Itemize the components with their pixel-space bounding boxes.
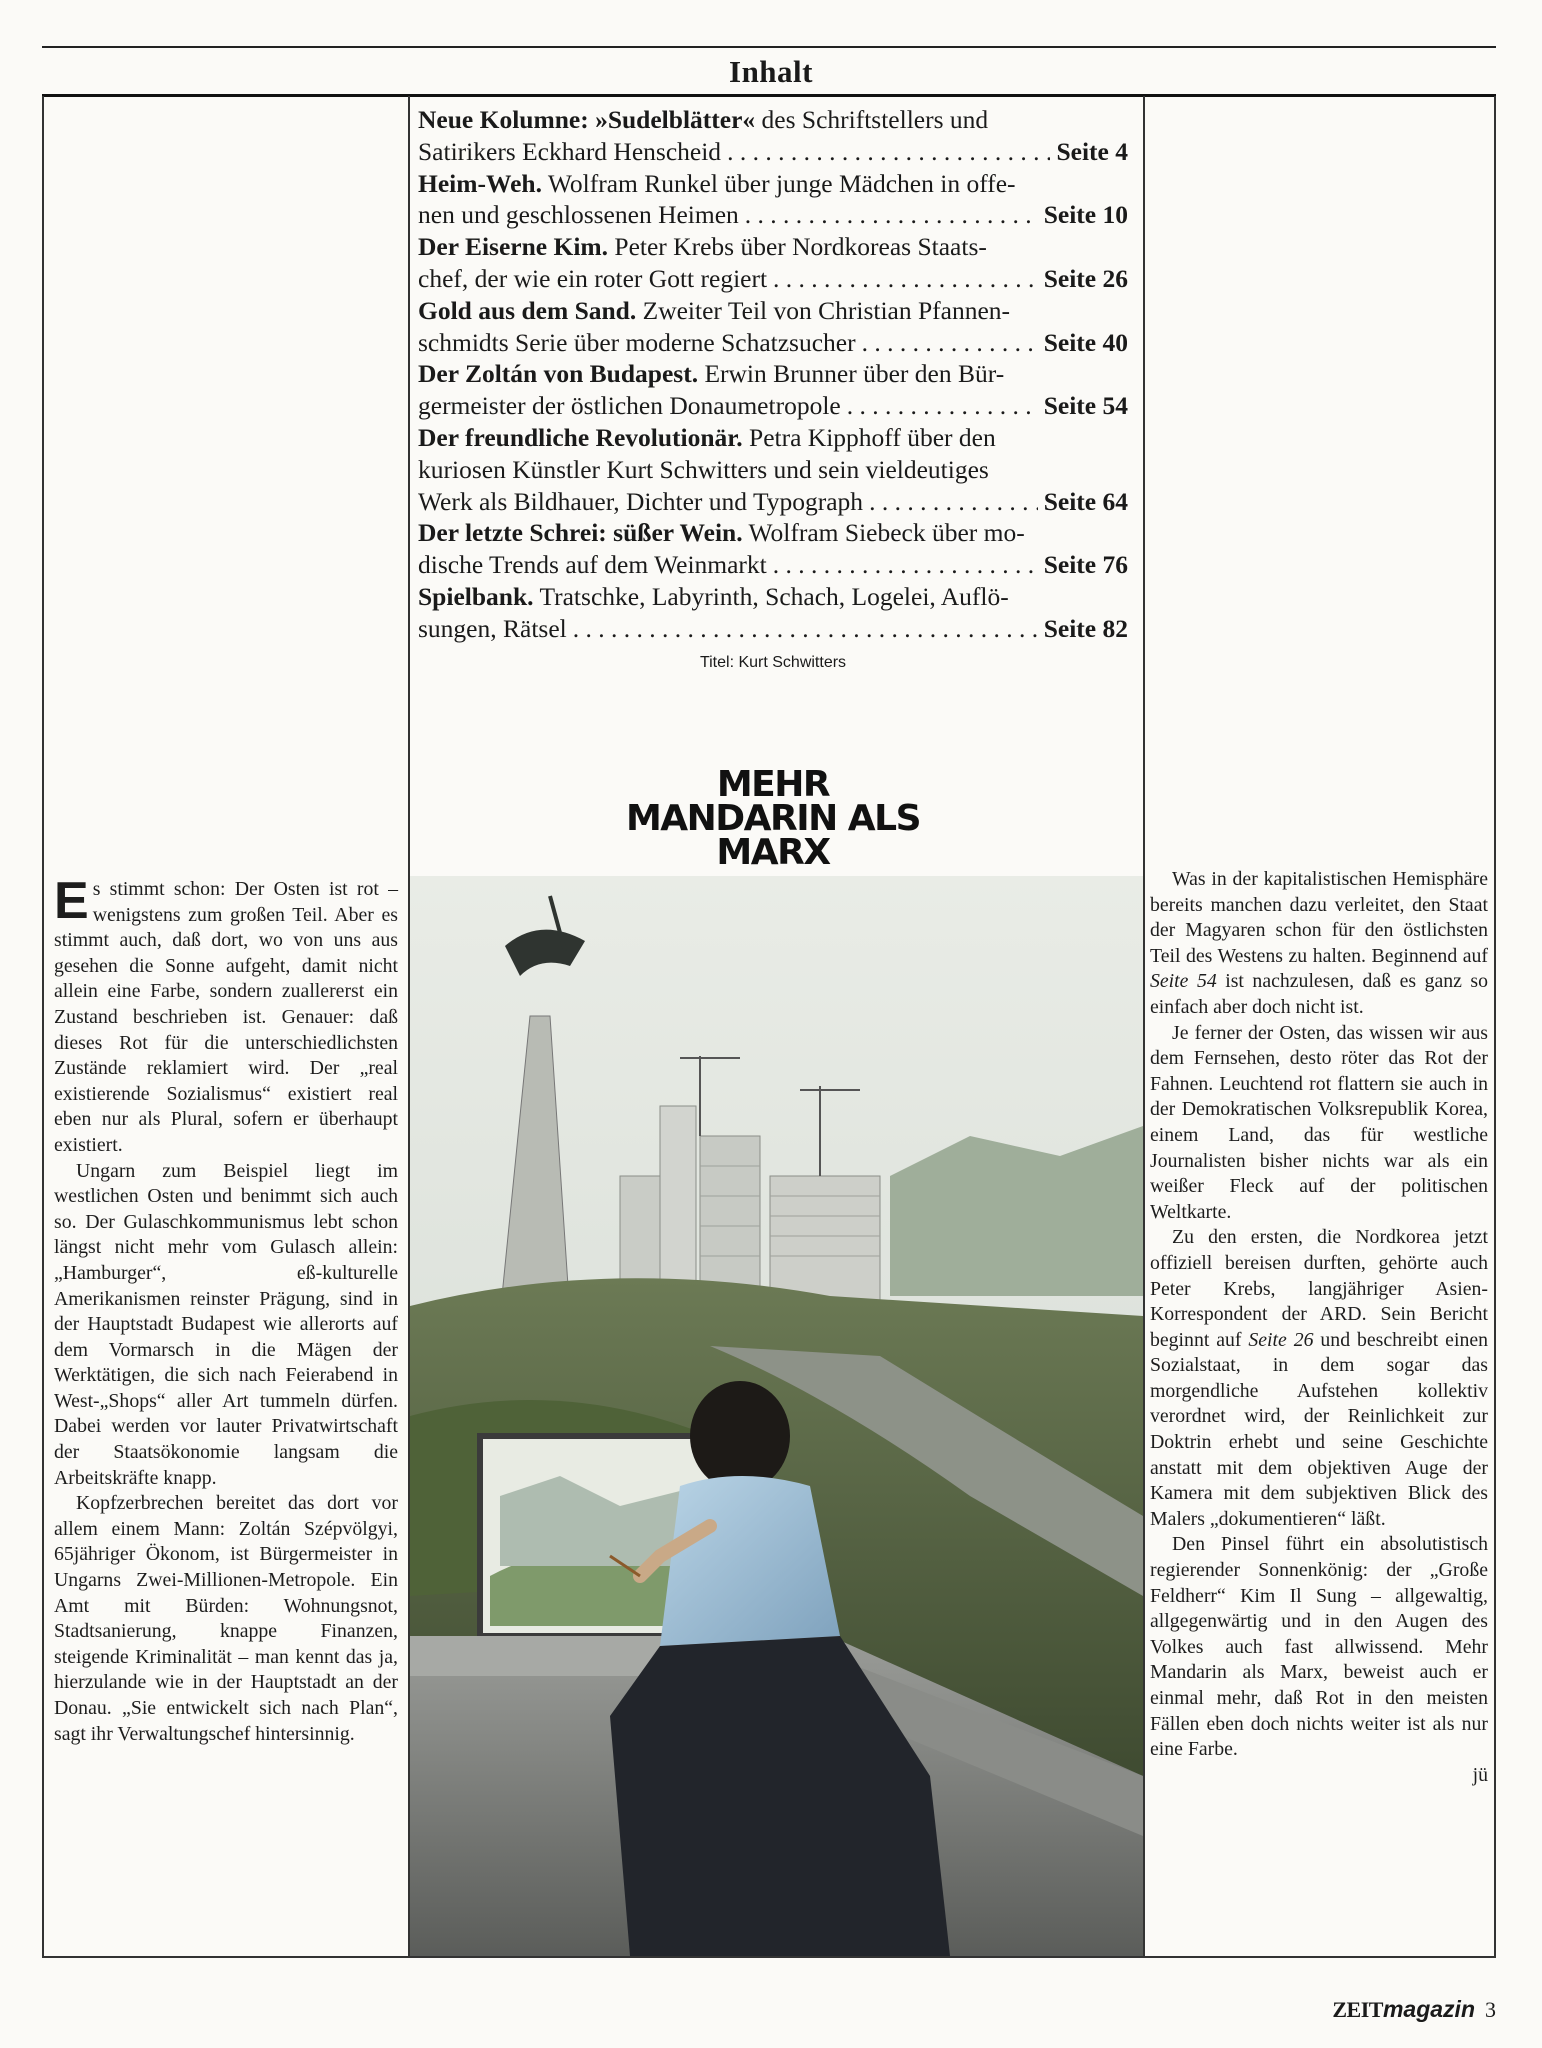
headline-line-3: MARX [716,832,830,873]
column-rule-right [1143,96,1145,1958]
toc-line [418,613,1128,645]
column-rule-outer-left [42,96,44,1958]
toc-entry-title: Der freundliche Revolutionär. [418,422,743,452]
right-column-text [1150,867,1488,1788]
toc-entry-title: Der Eiserne Kim. [418,232,609,262]
toc-line [418,517,1128,549]
toc-line [418,390,1128,422]
page-footer [1332,1996,1496,2023]
toc-entry [418,295,1128,359]
toc-leader-dots [745,199,1038,231]
toc-line [418,422,1128,454]
toc-entry-text: Tratschke, Labyrinth, Schach, Logelei, Auflö- [533,581,1009,611]
toc-entry [418,358,1128,422]
toc-line [418,136,1128,168]
toc-page-number: Seite 10 [1043,200,1128,230]
right-paragraph-3: Zu den ersten, die Nordkorea jetzt offiziell bereisen durften, gehörte auch Peter Krebs, langjähriger Asien-Korrespondent der ARD. Sein Bericht beginnt auf Seite 26 und beschreibt einen Sozialstaat, in dem sogar das morgendliche Aufstehen kollektiv verordnet wird, der Reinlichkeit zur Doktrin erhebt und seine Geschichte anstatt mit dem objektiven Auge der Kamera mit dem subjektiven Blick des Malers „dokumentieren“ läßt. [1150,1226,1489,1530]
page-title: Inhalt [729,54,813,89]
toc-line [418,199,1128,231]
magazine-logo-zeit: ZEIT [1332,1997,1383,2022]
toc-line [418,454,1128,486]
toc-leader-dots [773,549,1038,581]
toc-entry-text: Wolfram Siebeck über mo- [742,518,1025,548]
toc-entry-title: Der letzte Schrei: süßer Wein. [418,518,743,548]
left-paragraph-2: Ungarn zum Beispiel liegt im westlichen Osten und benimmt sich auch so. Der Gulaschkommunismus lebt schon längst nicht mehr vom Gulasch allein: „Hamburger“, eß-kulturelle Amerikanismen reinster Prägung, sind in der Hauptstadt Budapest wie allerorts auf dem Vormarsch in die Mägen der Werktätigen, die sich nach Feierabend in West-„Shops“ aller Art tummeln dürfen. Dabei werden vor lauter Privatwirtschaft der Staatsökonomie langsam die Arbeitskräfte knapp. [54,1159,398,1489]
page-number: 3 [1485,1997,1496,2022]
toc-leader-dots [869,486,1038,518]
toc-line [418,358,1128,390]
toc-entry [418,168,1128,232]
toc-entry [418,422,1128,517]
toc-entry-text: Werk als Bildhauer, Dichter und Typograph [418,486,864,516]
toc-leader-dots [773,263,1038,295]
toc-entry [418,231,1128,295]
toc-page-number: Seite 76 [1043,550,1128,580]
toc-entry-text: Satirikers Eckhard Henscheid [418,136,722,166]
right-paragraph-1: Was in der kapitalistischen Hemisphäre bereits manchen dazu verleitet, den Staat der Magyaren schon für den östlichsten Teil des Westens zu halten. Beginnend auf Seite 54 ist nachzulesen, daß es ganz so einfach aber doch nicht ist. [1150,868,1489,1018]
toc-entry-title: Spielbank. [418,581,534,611]
toc-entry-text: germeister der östlichen Donaumetropole [418,391,841,421]
table-of-contents [418,104,1128,645]
author-signature: jü [1472,1763,1488,1786]
toc-entry [418,104,1128,168]
toc-page-number: Seite 26 [1043,263,1128,293]
drop-cap: E [54,872,89,930]
toc-page-number: Seite 82 [1043,613,1128,643]
toc-entry-title: Heim-Weh. [418,168,542,198]
top-rule [42,46,1496,48]
toc-line [418,295,1128,327]
cover-credit: Titel: Kurt Schwitters [699,654,847,671]
toc-leader-dots [573,613,1038,645]
toc-entry-text: des Schriftstellers und [755,105,989,134]
column-rule-outer-right [1494,96,1496,1958]
toc-line [418,486,1128,518]
right-paragraph-2: Je ferner der Osten, das wissen wir aus dem Fernsehen, desto röter das Rot der Fahnen. Leuchtend rot flattern sie auch in der Demokratischen Volksrepublik Korea, einem Land, das für westliche Journalisten bisher nichts war als ein weißer Fleck auf der politischen Weltkarte. [1150,1021,1488,1223]
left-paragraph-1: Es stimmt schon: Der Osten ist rot – wenigstens zum großen Teil. Aber es stimmt auch, daß dort, wo von uns aus gesehen die Sonne aufgeht, damit nicht allein eine Farbe, sondern zuallererst ein Zustand beschrieben ist. Genauer: daß dieses Rot für die unterschiedlichsten Zustände reklamiert wird. Der „real existierende Sozialismus“ existiert real eben nur als Plural, sofern er überhaupt existiert. [54,872,398,1156]
left-paragraph-3: Kopfzerbrechen bereitet das dort vor allem einem Mann: Zoltán Szépvölgyi, 65jähriger Ökonom, ist Bürgermeister in Ungarns Zwei-Millionen-Metropole. Ein Amt mit Bürden: Wohnungsnot, Stadtsanierung, knappe Finanzen, steigende Kriminalität – man kennt das ja, hierzulande wie in der Hauptstadt an der Donau. „Sie entwickelt sich nach Plan“, sagt ihr Verwaltungschef hintersinnig. [54,1492,398,1745]
toc-entry-text: schmidts Serie über moderne Schatzsucher [418,327,856,357]
bottom-rule [42,1956,1496,1958]
toc-entry-text: Zweiter Teil von Christian Pfannen- [636,295,1011,325]
toc-entry-text: dische Trends auf dem Weinmarkt [418,550,767,580]
headline-line-1: MEHR [716,764,830,805]
page-reference: Seite 26 [1248,1328,1314,1351]
toc-entry [418,581,1128,645]
toc-entry-title: Gold aus dem Sand. [418,295,637,325]
toc-page-number: Seite 4 [1056,136,1128,166]
toc-entry-title: Neue Kolumne: »Sudelblätter« [418,105,756,134]
toc-entry-text: chef, der wie ein roter Gott regiert [418,263,768,293]
toc-page-number: Seite 54 [1043,391,1128,421]
toc-line [418,549,1128,581]
toc-entry-text: Peter Krebs über Nordkoreas Staats- [608,232,987,262]
toc-line [418,263,1128,295]
page-reference: Seite 54 [1150,970,1217,993]
toc-leader-dots [862,327,1038,359]
toc-line [418,168,1128,200]
toc-entry-text: kuriosen Künstler Kurt Schwitters und sein vieldeutiges [418,454,989,484]
article-photo [410,876,1143,1956]
right-paragraph-4: Den Pinsel führt ein absolutistisch regierender Sonnenkönig: der „Große Feldherr“ Kim Il Sung – allgewaltig, allgegenwärtig und in den Augen des Volkes auch fast allwissend. Mehr Mandarin als Marx, beweist auch er einmal mehr, daß Rot in den meisten Fällen eben doch nichts weiter ist als nur eine Farbe. jü [1150,1532,1488,1788]
toc-page-number: Seite 64 [1043,486,1128,516]
toc-line [418,327,1128,359]
toc-entry [418,517,1128,581]
toc-line [418,581,1128,613]
toc-entry-text: nen und geschlossenen Heimen [418,200,739,230]
toc-line [418,231,1128,263]
left-column-text [54,872,398,1747]
toc-line [418,104,1128,136]
toc-leader-dots [727,136,1050,168]
toc-entry-text: Petra Kipphoff über den [742,422,996,452]
magazine-logo-magazin: magazin [1382,1996,1475,2022]
headline-line-2: MANDARIN ALS [625,798,921,839]
toc-page-number: Seite 40 [1043,327,1128,357]
toc-entry-text: sungen, Rätsel [418,613,567,643]
toc-entry-title: Der Zoltán von Budapest. [418,359,699,389]
header-rule [42,94,1496,97]
article-headline [418,764,1128,873]
toc-entry-text: Erwin Brunner über den Bür- [698,359,1005,389]
toc-entry-text: Wolfram Runkel über junge Mädchen in offe- [541,168,1016,198]
toc-leader-dots [847,390,1038,422]
